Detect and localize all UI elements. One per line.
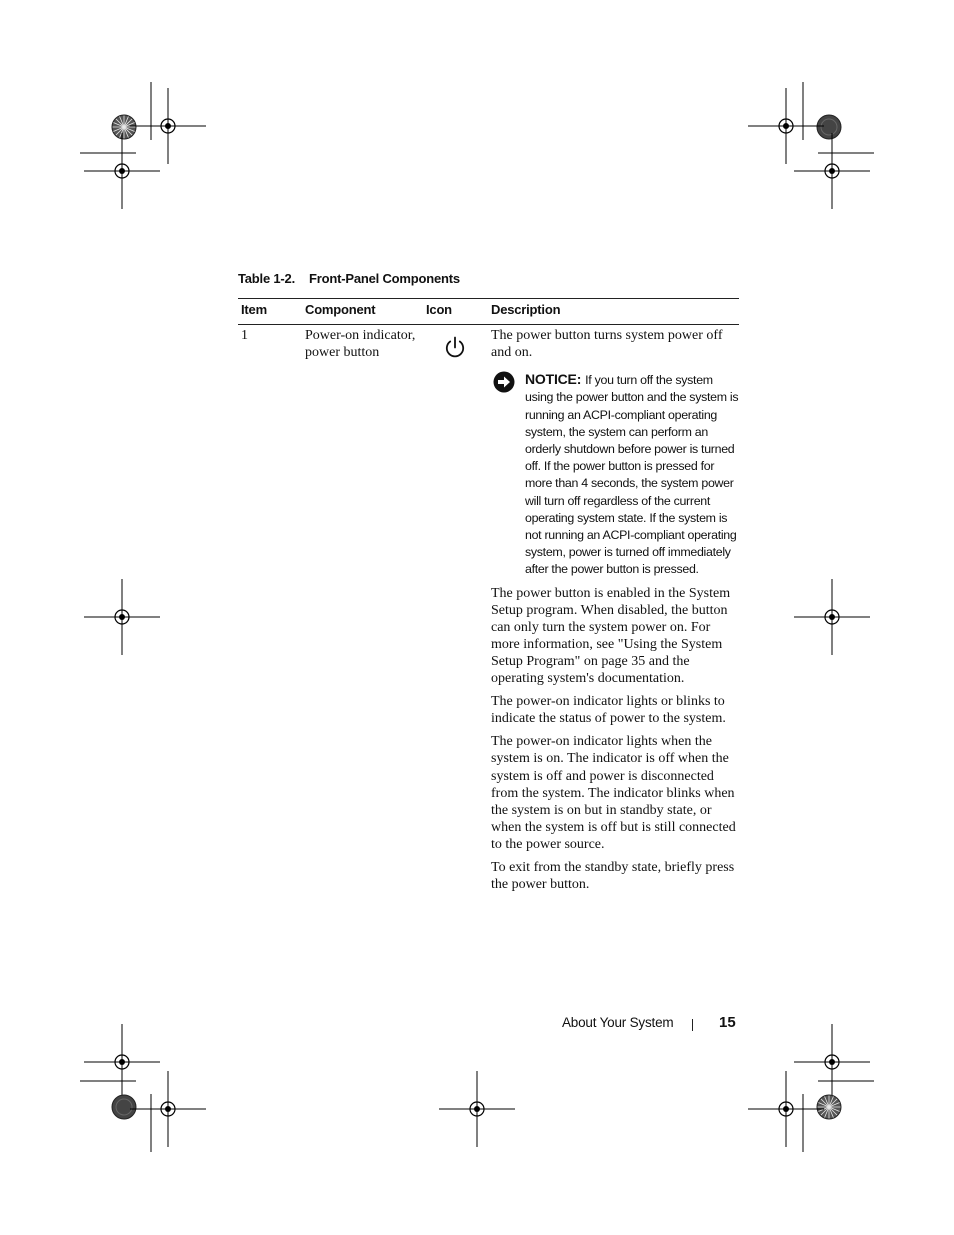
description-intro: The power button turns system power off and on. — [491, 328, 723, 361]
header-description: Description — [491, 302, 561, 317]
notice-arrow-icon — [493, 371, 515, 393]
notice-text: If you turn off the system using the power button and the system is running an ACPI-compliant operating system, the system can perform an orderly shutdown before power is turned off. If the power button is pressed for more than 4 seconds, the system power will turn off regardless of the current operating system state. If the system is not running an ACPI-compliant operating system, power is turned off immediately after the power button is pressed. — [525, 373, 739, 577]
table-number: Table 1-2. — [238, 271, 296, 286]
footer-section-title: About Your System — [562, 1015, 674, 1030]
notice-block — [491, 371, 739, 578]
header-icon: Icon — [426, 302, 452, 317]
notice-label: NOTICE: — [525, 371, 582, 388]
description-paragraph: To exit from the standby state, briefly press the power button. — [491, 860, 735, 893]
table-title: Front-Panel Components — [309, 271, 460, 286]
footer-divider — [692, 1019, 693, 1031]
header-component: Component — [305, 302, 376, 317]
notice-text-block — [525, 371, 739, 578]
row-item-number: 1 — [241, 328, 248, 343]
header-item: Item — [241, 302, 267, 317]
page-number: 15 — [719, 1014, 736, 1031]
table-header-rule — [238, 324, 739, 325]
table-caption — [238, 271, 460, 286]
description-paragraph: The power button is enabled in the System Setup program. When disabled, the button can only turn the system power on. For more information, see "Using the System Setup Program" on page 35 and the operating system's documentation. — [491, 585, 731, 687]
table-top-rule — [238, 298, 739, 299]
description-paragraph: The power-on indicator lights when the system is on. The indicator is off when the system is off and power is disconnected from the system. The indicator blinks when the system is on but in standby state, or when the system is off but is still connected to the power source. — [491, 734, 736, 852]
row-description — [491, 327, 739, 899]
power-icon — [443, 335, 467, 361]
description-paragraph: The power-on indicator lights or blinks to indicate the status of power to the system. — [491, 694, 726, 727]
row-component: Power-on indicator, power button — [305, 328, 416, 360]
